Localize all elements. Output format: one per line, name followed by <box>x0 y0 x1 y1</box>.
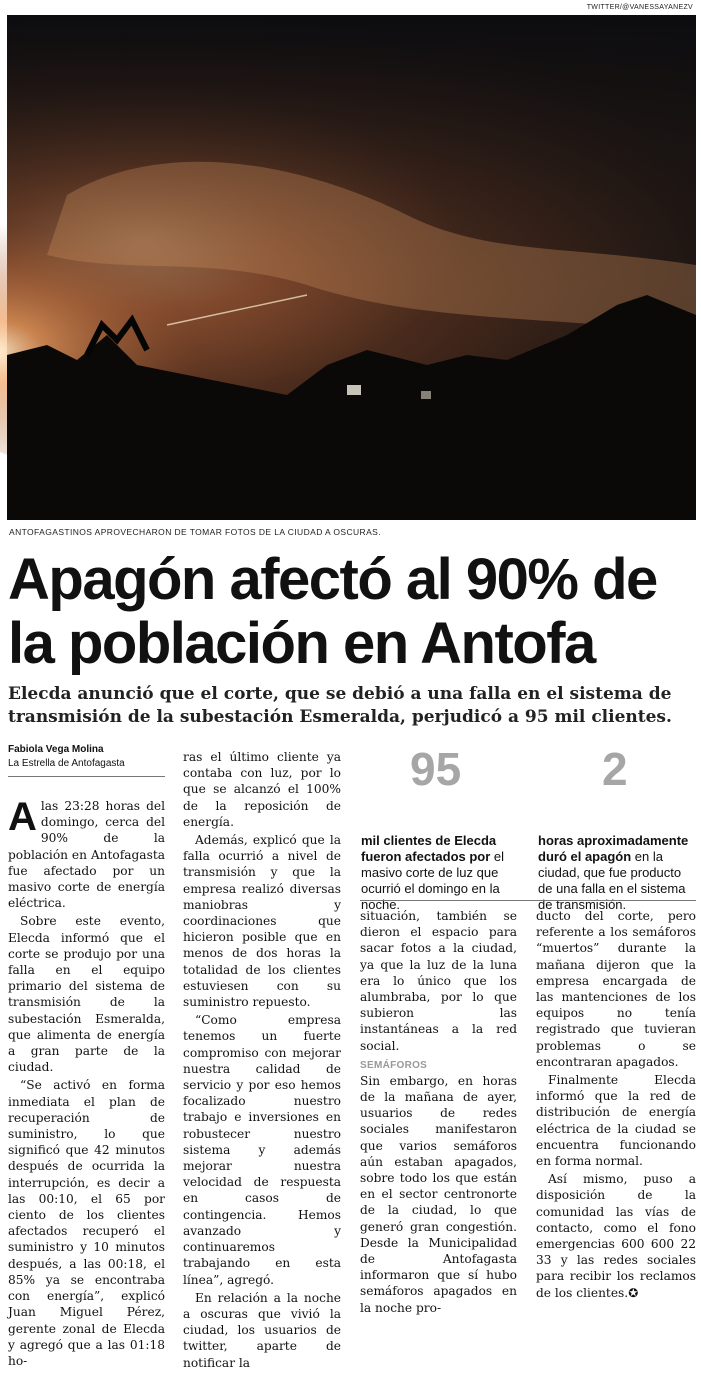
byline-outlet: La Estrella de Antofagasta <box>8 758 125 769</box>
photo-illustration <box>7 15 696 520</box>
stats-divider <box>360 900 696 901</box>
paragraph: Alas 23:28 horas del domingo, cerca del 90% de la población en Antofagasta fue afectado por un masivo corte de energía eléctrica. <box>8 795 165 911</box>
byline-author: Fabiola Vega Molina <box>8 744 104 755</box>
night-city-photo <box>7 15 696 520</box>
photo-credit: TWITTER/@VANESSAYANEZV <box>586 4 693 11</box>
paragraph: Además, explicó que la falla ocurrió a nivel de transmisión y que la empresa realizó diversas maniobras y coordinaciones que hicieron posible que en menos de dos horas la totalidad de los clientes estuviesen con su suministro repuesto. <box>183 833 341 1010</box>
paragraph: Finalmente Elecda informó que la red de distribución de energía eléctrica de la ciudad se encuentra funcionando en forma normal. <box>536 1073 696 1169</box>
paragraph: Así mismo, puso a disposición de la comunidad las vías de contacto, como el fono emergencias 600 600 22 33 y las redes sociales para recibir los reclamos de los clientes.✪ <box>536 1172 696 1300</box>
paragraph: “Como empresa tenemos un fuerte compromiso con mejorar nuestra calidad de servicio y por eso hemos focalizado nuestro trabajo e inversiones en robustecer nuestro sistema y además mejorar nuestra velocidad de respuesta en casos de contingencia. Hemos avanzado y continuaremos trabajando en esta línea”, agregó. <box>183 1013 341 1287</box>
paragraph: ducto del corte, pero referente a los semáforos “muertos” durante la mañana dijeron que la empresa encargada de las mantenciones de los equipos no tenía registrado que tuvieran problemas o se encontraran apagados. <box>536 909 696 1069</box>
paragraph: Sin embargo, en horas de la mañana de ayer, usuarios de redes sociales manifestaron que varios semáforos aún estaban apagados, sobre todo los que están en el sector centronorte de la ciudad, lo que generó gran congestión. Desde la Municipalidad de Antofagasta informaron que sí hubo semáforos apagados en la noche pro- <box>360 1073 517 1315</box>
stat-text-hours: horas aproximadamente duró el apagón en la ciudad, que fue producto de una falla en el sistema de transmisión. <box>538 833 689 912</box>
paragraph: “Se activó en forma inmediata el plan de recuperación de suministro, lo que significó que 42 minutos después de ocurrida la interrupción, es decir a las 00:10, el 65 por ciento de los clientes afectados recuperó el suministro y 10 minutos después, a las 00:18, el 85% ya se encontraba con energía”, explicó Juan Miguel Pérez, gerente zonal de Elecda y agregó que a las 01:18 ho- <box>8 1078 165 1368</box>
paragraph: ras el último cliente ya contaba con luz, por lo que se alcanzó el 100% de la reposición de energía. <box>183 750 341 829</box>
column-1 <box>8 795 165 1371</box>
stat-number-hours: 2 <box>602 743 628 795</box>
deck: Elecda anunció que el corte, que se debió a una falla en el sistema de transmisión de la subestación Esmeralda, perjudicó a 95 mil clientes. <box>8 684 672 727</box>
paragraph: Sobre este evento, Elecda informó que el corte se produjo por una falla en el equipo primario del sistema de transmisión de la subestación Esmeralda, que alimenta de energía a gran parte de la ciudad. <box>8 914 165 1075</box>
stat-text-clients: mil clientes de Elecda fueron afectados por el masivo corte de luz que ocurrió el domingo en la noche. <box>361 833 505 912</box>
paragraph: situación, también se dieron el espacio para sacar fotos a la ciudad, ya que la luz de la luna era lo único que los alumbraba, por lo que subieron las instantáneas a la red social. <box>360 909 517 1053</box>
column-4 <box>536 908 696 1303</box>
byline-divider <box>8 776 165 777</box>
column-2 <box>183 749 341 1373</box>
section-subhead: SEMÁFOROS <box>360 1059 428 1071</box>
drop-cap: A <box>8 795 37 839</box>
photo-caption: ANTOFAGASTINOS APROVECHARON DE TOMAR FOTOS DE LA CIUDAD A OSCURAS. <box>9 527 381 537</box>
end-mark-icon: ✪ <box>628 1285 639 1300</box>
stat-number-clients: 95 <box>410 743 462 795</box>
headline: Apagón afectó al 90% de la población en Antofa <box>8 547 657 676</box>
paragraph: En relación a la noche a oscuras que vivió la ciudad, los usuarios de twitter, aparte de notificar la <box>183 1290 341 1370</box>
column-3 <box>360 908 517 1318</box>
